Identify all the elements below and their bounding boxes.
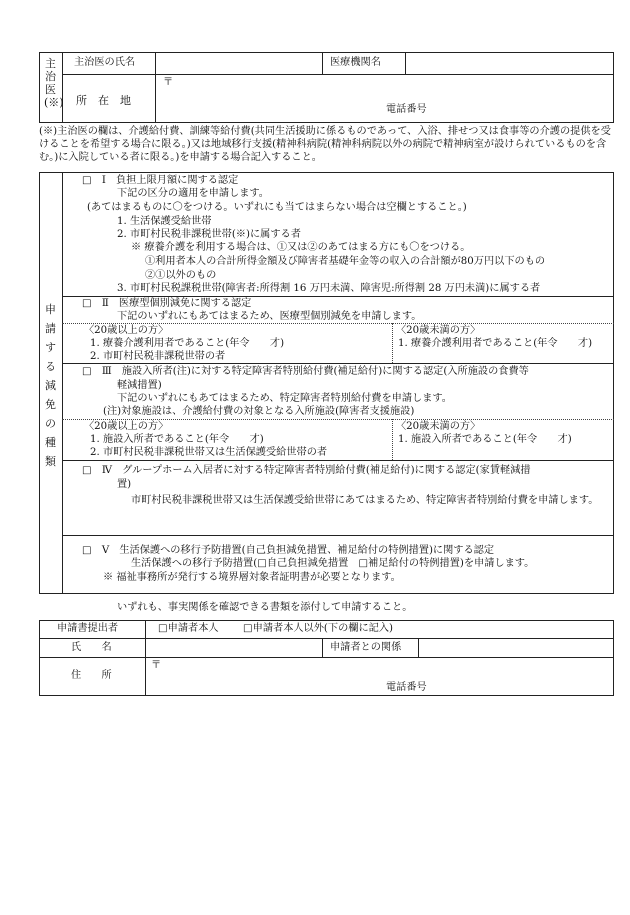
s1-sub2[interactable]: ②①以外のもの xyxy=(145,270,217,281)
s2-left-head: 〈20歳以上の方〉 xyxy=(84,325,169,336)
s2-right1[interactable]: 1. 療養介護利用者であること(年令 才) xyxy=(398,338,593,349)
postal-mark: 〒 xyxy=(163,77,174,88)
s3-line1: 下記のいずれにもあてはまるため、特定障害者特別給付費を申請します。 xyxy=(117,393,452,404)
s3-right1[interactable]: 1. 施設入所者であること(年令 才) xyxy=(398,434,572,445)
s2-right-head: 〈20歳未満の方〉 xyxy=(396,325,481,336)
s1-line1: 下記の区分の適用を申請します。 xyxy=(117,188,269,199)
s5-title[interactable]: □ Ⅴ 生活保護への移行予防措置(自己負担減免措置、補足給付の特例措置)に関する認定 xyxy=(82,545,495,556)
s2-left1[interactable]: 1. 療養介護利用者であること(年令 才) xyxy=(90,338,285,349)
s1-note: ※ 療養介護を利用する場合は、①又は②のあてはまる方にも〇をつける。 xyxy=(131,242,471,253)
submitter-opt-self[interactable]: □申請者本人 xyxy=(158,623,219,634)
attach-note: いずれも、事実関係を確認できる書類を添付して申請すること。 xyxy=(117,602,413,613)
s1-item3[interactable]: 3. 市町村民税課税世帯(障害者:所得割 16 万円未満、障害児:所得割 28 万円未満)に属する者 xyxy=(117,283,541,294)
s3-note: (注)対象施設は、介護給付費の対象となる入所施設(障害者支援施設) xyxy=(103,406,415,417)
institution-label: 医療機関名 xyxy=(330,57,381,68)
submitter-address-label: 住 所 xyxy=(71,670,112,681)
s3-left-head: 〈20歳以上の方〉 xyxy=(84,421,169,432)
s1-item2[interactable]: 2. 市町村民税非課税世帯(※)に属する者 xyxy=(117,229,301,240)
physician-name-label: 主治医の氏名 xyxy=(74,57,136,68)
s4-body: 市町村民税非課税世帯又は生活保護受給世帯にあてはまるため、特定障害者特別給付費を申請します。 xyxy=(131,495,599,506)
physician-note: (※)主治医の欄は、介護給付費、訓練等給付費(共同生活援助に係るものであって、入浴、排せつ又は食事等の介護の提供を受けることを希望する場合に限る。)又は地域移行支援(精神科病院(精神科病院以外の病院で精神病室が設けられているものを含む。)に入院している者に限る。)を申請する場合記入すること。 xyxy=(39,126,611,163)
s1-title[interactable]: □ Ⅰ 負担上限月額に関する認定 xyxy=(82,175,239,186)
submitter-name-label: 氏 名 xyxy=(71,642,112,653)
s3-title2: 軽減措置) xyxy=(117,380,162,391)
submitter-phone-label: 電話番号 xyxy=(386,682,427,693)
submitter-label: 申請書提出者 xyxy=(57,623,119,634)
submitter-postal-mark: 〒 xyxy=(151,660,162,671)
submitter-opt-other[interactable]: □申請者本人以外(下の欄に記入) xyxy=(243,623,394,634)
s3-title[interactable]: □ Ⅲ 施設入所者(注)に対する特定障害者特別給付費(補足給付)に関する認定(入所施設の食費等 xyxy=(82,366,529,377)
s5-line1[interactable]: 生活保護への移行予防措置(□自己負担減免措置 □補足給付の特例措置)を申請します。 xyxy=(131,558,535,569)
s3-right-head: 〈20歳未満の方〉 xyxy=(396,421,481,432)
physician-address-label: 所 在 地 xyxy=(76,94,131,107)
physician-phone-label: 電話番号 xyxy=(386,104,427,115)
s5-note: ※ 福祉事務所が発行する境界層対象者証明書が必要となります。 xyxy=(103,572,401,583)
physician-name-field[interactable] xyxy=(157,54,320,72)
submitter-address-field[interactable] xyxy=(147,659,612,694)
s1-item1[interactable]: 1. 生活保護受給世帯 xyxy=(117,216,212,227)
s2-line1: 下記のいずれにもあてはまるため、医療型個別減免を申請します。 xyxy=(117,311,422,322)
s1-sub1[interactable]: ①利用者本人の合計所得金額及び障害者基礎年金等の収入の合計額が80万円以下のもの xyxy=(145,256,546,267)
s2-title[interactable]: □ Ⅱ 医療型個別減免に関する認定 xyxy=(82,298,252,309)
relation-field[interactable] xyxy=(420,640,612,655)
relation-label: 申請者との関係 xyxy=(330,642,402,653)
s4-title2: 置) xyxy=(117,479,132,490)
s3-left2[interactable]: 2. 市町村民税非課税世帯又は生活保護受給世帯の者 xyxy=(90,447,328,458)
physician-side-label: 主治医(※) xyxy=(44,57,64,109)
submitter-name-field[interactable] xyxy=(147,640,320,655)
s1-line2: (あてはまるものに〇をつける。いずれにも当てはまらない場合は空欄とすること。) xyxy=(87,202,467,213)
physician-address-field[interactable] xyxy=(157,76,612,121)
reduction-side-label: 申請する減免の種類 xyxy=(45,303,56,468)
institution-field[interactable] xyxy=(407,54,612,72)
s2-left2[interactable]: 2. 市町村民税非課税世帯の者 xyxy=(90,351,226,362)
s3-left1[interactable]: 1. 施設入所者であること(年令 才) xyxy=(90,434,264,445)
s4-title[interactable]: □ Ⅳ グループホーム入居者に対する特定障害者特別給付費(補足給付)に関する認定(家賃軽減措 xyxy=(82,465,531,476)
